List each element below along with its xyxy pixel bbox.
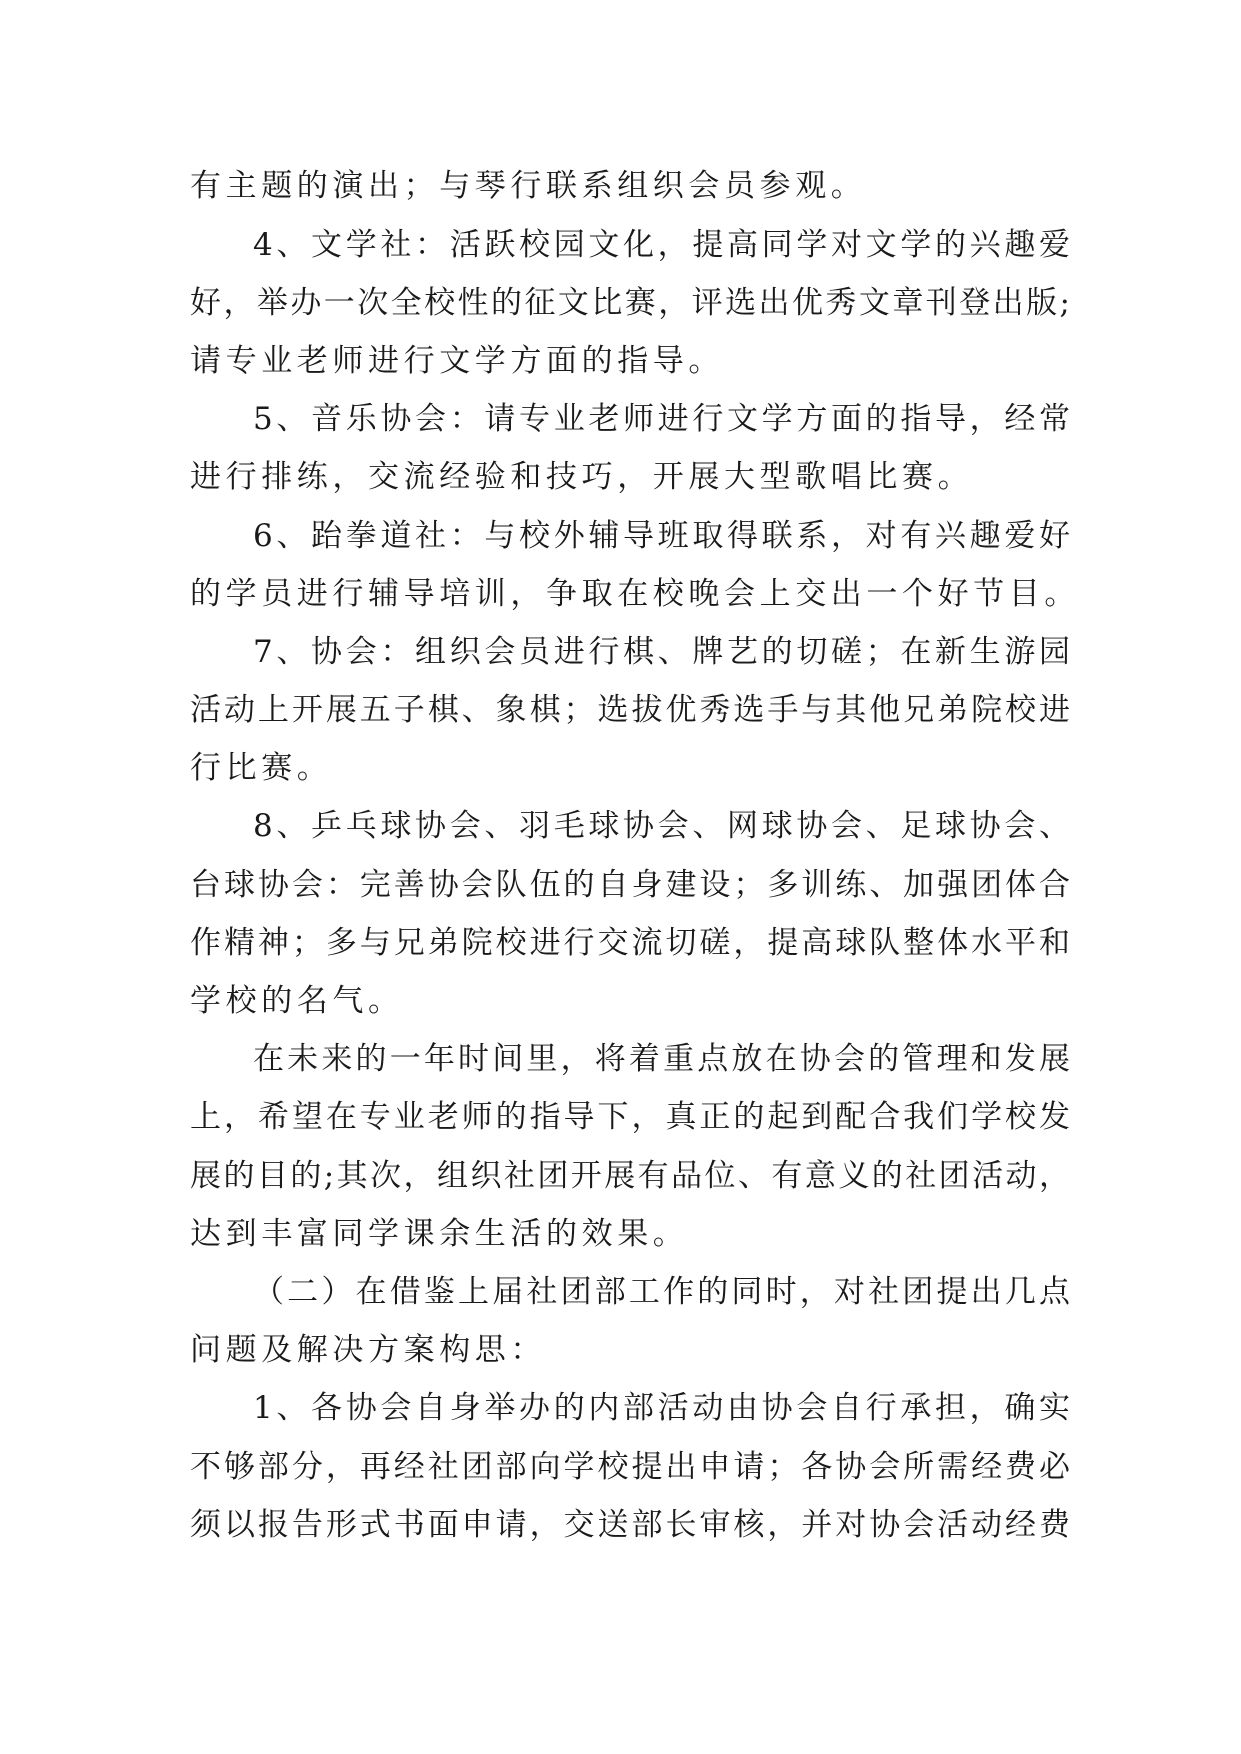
text-line: 上，希望在专业老师的指导下，真正的起到配合我们学校发 (190, 1099, 1070, 1135)
text-line: 5、音乐协会：请专业老师进行文学方面的指导，经常 (253, 401, 1070, 437)
text-line: 达到丰富同学课余生活的效果。 (190, 1216, 689, 1252)
text-line: 台球协会：完善协会队伍的自身建设；多训练、加强团体合 (190, 867, 1070, 903)
text-line: 7、协会：组织会员进行棋、牌艺的切磋；在新生游园 (253, 634, 1070, 670)
text-line: 活动上开展五子棋、象棋；选拔优秀选手与其他兄弟院校进 (190, 692, 1070, 728)
text-line: 学校的名气。 (190, 983, 404, 1019)
text-line: 展的目的;其次，组织社团开展有品位、有意义的社团活动， (190, 1158, 1070, 1194)
text-line: 问题及解决方案构思： (190, 1332, 546, 1368)
text-line: 8、乒乓球协会、羽毛球协会、网球协会、足球协会、 (253, 808, 1070, 844)
text-line: （二）在借鉴上届社团部工作的同时，对社团提出几点 (253, 1274, 1070, 1310)
text-line: 作精神；多与兄弟院校进行交流切磋，提高球队整体水平和 (190, 925, 1070, 961)
text-line: 须以报告形式书面申请，交送部长审核，并对协会活动经费 (190, 1507, 1070, 1543)
text-line: 行比赛。 (190, 750, 333, 786)
text-line: 有主题的演出；与琴行联系组织会员参观。 (190, 168, 867, 204)
text-line: 1、各协会自身举办的内部活动由协会自行承担，确实 (253, 1390, 1070, 1426)
text-line: 的学员进行辅导培训，争取在校晚会上交出一个好节目。 (190, 576, 1080, 612)
text-line: 好，举办一次全校性的征文比赛，评选出优秀文章刊登出版; (190, 285, 1070, 321)
text-line: 请专业老师进行文学方面的指导。 (190, 343, 724, 379)
text-line: 在未来的一年时间里，将着重点放在协会的管理和发展 (253, 1041, 1070, 1077)
text-line: 6、跆拳道社：与校外辅导班取得联系，对有兴趣爱好 (253, 518, 1070, 554)
text-line: 4、文学社：活跃校园文化，提高同学对文学的兴趣爱 (253, 227, 1070, 263)
text-line: 进行排练，交流经验和技巧，开展大型歌唱比赛。 (190, 459, 974, 495)
text-line: 不够部分，再经社团部向学校提出申请；各协会所需经费必 (190, 1449, 1070, 1485)
